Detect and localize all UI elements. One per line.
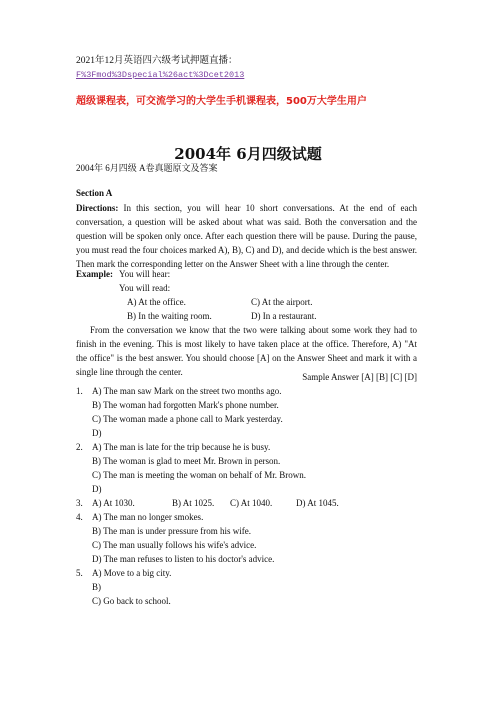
- directions-label: Directions:: [76, 203, 119, 213]
- question-choice: D): [92, 428, 102, 438]
- example-choice-c: C) At the airport.: [251, 297, 313, 307]
- question-choice: B) At 1025.: [172, 498, 215, 508]
- page-subtitle: 2004年 6月四级 A卷真题原文及答案: [76, 163, 218, 173]
- question-number: 2.: [76, 442, 83, 452]
- question-choice: A) The man saw Mark on the street two months ago.: [92, 386, 282, 396]
- example-choice-a: A) At the office.: [127, 297, 186, 307]
- question-choice: B) The woman had forgotten Mark's phone number.: [92, 400, 279, 410]
- question-choice: C) Go back to school.: [92, 596, 171, 606]
- question-choice: A) The man is late for the trip because he is busy.: [92, 442, 271, 452]
- example-label: Example:: [76, 269, 113, 279]
- question-number: 4.: [76, 512, 83, 522]
- question-choice: A) The man no longer smokes.: [92, 512, 204, 522]
- you-will-hear: You will hear:: [119, 269, 171, 279]
- question-choice: B) The man is under pressure from his wife.: [92, 526, 252, 536]
- question-choice: A) At 1030.: [92, 498, 135, 508]
- promo-banner[interactable]: 超级课程表，可交流学习的大学生手机课程表，500万大学生用户: [76, 96, 367, 107]
- question-choice: D) At 1045.: [296, 498, 339, 508]
- question-choice: A) Move to a big city.: [92, 568, 172, 578]
- header-link[interactable]: F%3Fmod%3Dspecial%26act%3Dcet2013: [76, 70, 245, 80]
- question-number: 5.: [76, 568, 83, 578]
- question-choice: C) The man usually follows his wife's advice.: [92, 540, 257, 550]
- you-will-read: You will read:: [119, 283, 171, 293]
- question-choice: D) The man refuses to listen to his doctor's advice.: [92, 554, 275, 564]
- question-choice: C) The woman made a phone call to Mark yesterday.: [92, 414, 283, 424]
- directions-paragraph: [76, 201, 417, 271]
- question-number: 1.: [76, 386, 83, 396]
- page-title: 2004年 6月四级试题: [174, 145, 322, 163]
- example-choice-b: B) In the waiting room.: [127, 311, 212, 321]
- example-choice-d: D) In a restaurant.: [251, 311, 317, 321]
- section-heading: Section A: [76, 188, 113, 198]
- question-choice: C) At 1040.: [230, 498, 273, 508]
- question-number: 3.: [76, 498, 83, 508]
- header-line: 2021年12月英语四六级考试押题直播：: [76, 56, 238, 66]
- question-choice: B): [92, 582, 101, 592]
- explanation-paragraph: From the conversation we know that the two were talking about some work they had to finish in the evening. This is most likely to have taken place at the office. Therefore, A) "At the office" is the best answer. You should choose [A] on the Answer Sheet and mark it with a single line through the center.: [76, 325, 417, 377]
- directions-text: In this section, you will hear 10 short conversations. At the end of each conversation, a question will be asked about what was said. Both the conversation and the question will be spoken only once. After each question there will be pause. During the pause, you must read the four choices marked A), B), C) and D), and decide which is the best answer. Then mark the corresponding letter on the Answer Sheet with a line through the center.: [76, 203, 417, 269]
- question-choice: B) The woman is glad to meet Mr. Brown in person.: [92, 456, 281, 466]
- question-choice: C) The man is meeting the woman on behalf of Mr. Brown.: [92, 470, 307, 480]
- sample-answer: Sample Answer [A] [B] [C] [D]: [302, 372, 417, 382]
- question-choice: D): [92, 484, 102, 494]
